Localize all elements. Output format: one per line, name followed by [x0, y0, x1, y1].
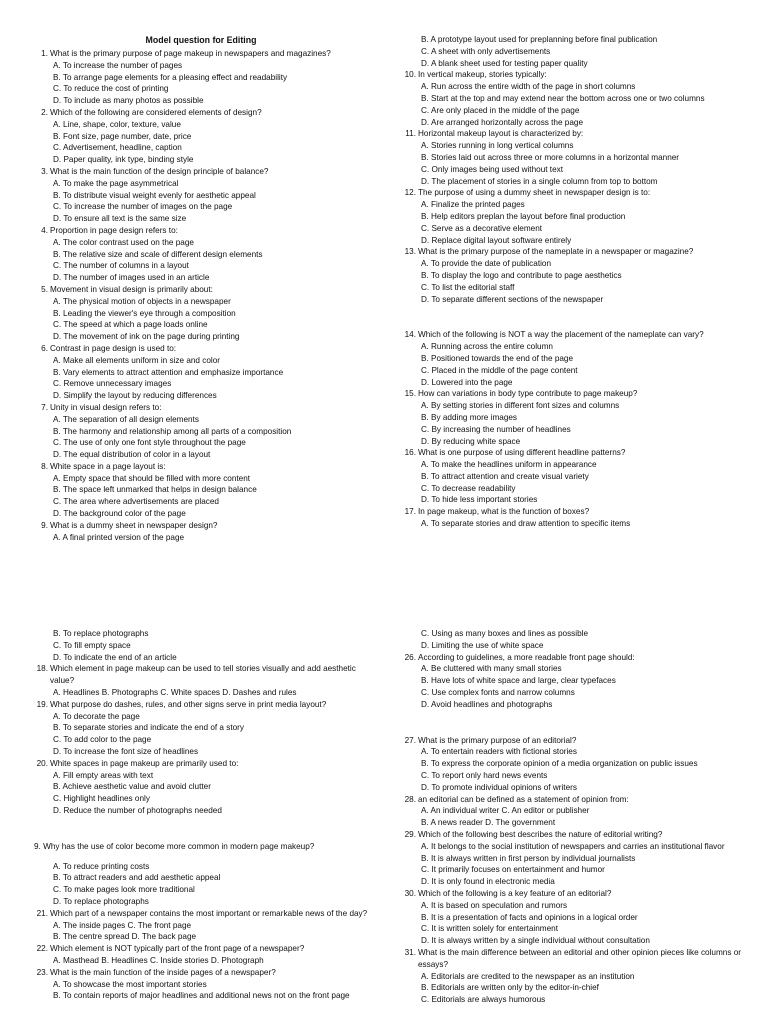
answer-option: D. The placement of stories in a single column from top to bottom — [421, 176, 658, 186]
answer-option: B. Have lots of white space and large, clear typefaces — [421, 676, 616, 686]
question-number: 16. — [404, 448, 416, 458]
question — [34, 663, 378, 687]
answer-option: C. Serve as a decorative element — [421, 223, 543, 233]
answer-option: A. Headlines B. Photographs C. White spaces D. Dashes and rules — [53, 687, 297, 697]
answer-option: B. Vary elements to attract attention and emphasize importance — [53, 367, 284, 377]
question-text: Horizontal makeup layout is characterized by: — [418, 129, 584, 139]
answer-option: D. The equal distribution of color in a layout — [53, 450, 211, 460]
question-number: 3. — [41, 166, 48, 176]
question — [34, 908, 378, 920]
answer-option: B. Font size, page number, date, price — [53, 131, 192, 141]
answer-option: B. To distribute visual weight evenly for aesthetic appeal — [53, 190, 256, 200]
answer-option: B. The centre spread D. The back page — [53, 932, 197, 942]
answer-option: C. It is written solely for entertainment — [421, 924, 558, 934]
answer-option: D. The movement of ink on the page during printing — [53, 332, 240, 342]
question-number: 7. — [41, 402, 48, 412]
question-number: 10. — [404, 70, 416, 80]
answer-option: D. To indicate the end of an article — [53, 652, 177, 662]
answer-option: D. Avoid headlines and photographs — [421, 699, 553, 709]
answer-option: A. Make all elements uniform in size and color — [53, 355, 221, 365]
answer-option: A. Editorials are credited to the newspaper as an institution — [421, 971, 635, 981]
answer-option: D. Lowered into the page — [421, 377, 513, 387]
answer-option: C. A sheet with only advertisements — [421, 46, 551, 56]
question — [402, 947, 746, 971]
answer-option: C. Remove unnecessary images — [53, 379, 172, 389]
answer-option: C. Using as many boxes and lines as possible — [421, 629, 589, 638]
answer-option: A. To provide the date of publication — [421, 259, 552, 269]
question-number: 5. — [41, 284, 48, 294]
question — [34, 461, 378, 473]
title-spacer — [34, 34, 378, 48]
question — [34, 520, 378, 532]
answer-option: C. To make pages look more traditional — [53, 885, 195, 895]
answer-option: A. To entertain readers with fictional stories — [421, 747, 577, 757]
question-number: 4. — [41, 225, 48, 235]
answer-option: B. Start at the top and may extend near the bottom across one or two columns — [421, 93, 705, 103]
question — [34, 225, 378, 237]
question-text: Which of the following is NOT a way the placement of the nameplate can vary? — [418, 330, 704, 340]
question-text: The purpose of using a dummy sheet in newspaper design is to: — [418, 188, 651, 198]
question-text: White spaces in page makeup are primarily used to: — [50, 758, 239, 768]
question-number: 31. — [404, 947, 416, 957]
answer-option: B. To attract attention and create visual variety — [421, 471, 589, 481]
question-text: Which element in page makeup can be used to tell stories visually and add aesthetic value? — [50, 664, 356, 686]
question-number: 19. — [36, 699, 48, 709]
question — [402, 506, 746, 518]
question — [402, 69, 746, 81]
question-number: 17. — [404, 507, 416, 517]
question — [402, 735, 746, 747]
answer-option: C. To decrease readability — [421, 483, 516, 493]
answer-option: B. Editorials are written only by the editor-in-chief — [421, 983, 599, 993]
answer-option: C. To reduce the cost of printing — [53, 84, 169, 94]
answer-option: A. Fill empty areas with text — [53, 770, 154, 780]
answer-option: B. The space left unmarked that helps in design balance — [53, 485, 257, 495]
question-number: 15. — [404, 389, 416, 399]
question-number: 11. — [405, 129, 416, 139]
answer-option: D. The number of images used in an article — [53, 273, 210, 283]
answer-option: A. Masthead B. Headlines C. Inside stories D. Photograph — [53, 955, 264, 965]
answer-option: C. Highlight headlines only — [53, 794, 150, 804]
question-text: In vertical makeup, stories typically: — [418, 70, 547, 80]
answer-option: B. It is always written in first person by individual journalists — [421, 853, 636, 863]
answer-option: B. The relative size and scale of different design elements — [53, 249, 263, 259]
question-text: Unity in visual design refers to: — [50, 402, 162, 412]
question-number: 1. — [41, 49, 48, 58]
answer-option: B. To display the logo and contribute to page aesthetics — [421, 270, 622, 280]
bottom-left-column — [34, 628, 378, 1002]
question — [402, 388, 746, 400]
question — [34, 402, 378, 414]
answer-option: B. To replace photographs — [53, 629, 149, 638]
question-text: White space in a page layout is: — [50, 461, 166, 471]
question-text: Which part of a newspaper contains the most important or remarkable news of the day? — [50, 908, 368, 918]
question-text: How can variations in body type contribute to page makeup? — [418, 389, 638, 399]
question-number: 8. — [41, 461, 48, 471]
answer-option: A. To reduce printing costs — [53, 861, 150, 871]
question-text: Which element is NOT typically part of the front page of a newspaper? — [50, 944, 305, 954]
answer-option: D. Limiting the use of white space — [421, 640, 544, 650]
answer-option: C. Are only placed in the middle of the page — [421, 105, 580, 115]
answer-option: A. Be cluttered with many small stories — [421, 664, 562, 674]
question-text: According to guidelines, a more readable front page should: — [418, 652, 635, 662]
answer-option: C. Advertisement, headline, caption — [53, 143, 182, 153]
answer-option: B. Leading the viewer's eye through a composition — [53, 308, 236, 318]
question-number: 14. — [404, 330, 416, 340]
top-left-column — [34, 34, 378, 543]
question-text: Contrast in page design is used to: — [50, 343, 177, 353]
question: 9. Why has the use of color become more common in modern page makeup? — [34, 841, 315, 851]
answer-option: B. Stories laid out across three or more columns in a horizontal manner — [421, 152, 680, 162]
question-number: 6. — [41, 343, 48, 353]
answer-option: C. To increase the number of images on the page — [53, 202, 233, 212]
question — [34, 343, 378, 355]
spacer — [34, 853, 378, 861]
answer-option: C. It primarily focuses on entertainment and humor — [421, 865, 605, 875]
question-number: 22. — [36, 944, 48, 954]
answer-option: A. The inside pages C. The front page — [53, 920, 192, 930]
question-number: 9. — [41, 520, 48, 530]
question-text: What is the main difference between an editorial and other opinion pieces like columns or essays? — [418, 947, 741, 969]
question — [402, 447, 746, 459]
answer-option: B. Achieve aesthetic value and avoid clutter — [53, 782, 211, 792]
question-number: 18. — [36, 664, 48, 674]
answer-option: A. To separate stories and draw attention to specific items — [421, 519, 631, 529]
question-number: 20. — [36, 758, 48, 768]
answer-option: C. The speed at which a page loads online — [53, 320, 208, 330]
question — [402, 329, 746, 341]
question — [34, 967, 378, 979]
question-text: Which of the following best describes the nature of editorial writing? — [418, 829, 663, 839]
question-number: 27. — [404, 735, 416, 745]
answer-option: D. By reducing white space — [421, 436, 521, 446]
question-text: an editorial can be defined as a statement of opinion from: — [418, 794, 629, 804]
answer-option: C. To fill empty space — [53, 640, 131, 650]
answer-option: A. Empty space that should be filled with more content — [53, 473, 251, 483]
question — [34, 284, 378, 296]
question-text: What purpose do dashes, rules, and other signs serve in print media layout? — [50, 699, 327, 709]
answer-option: D. Replace digital layout software entirely — [421, 235, 572, 245]
question — [402, 829, 746, 841]
question — [34, 166, 378, 178]
answer-option: D. Simplify the layout by reducing differences — [53, 391, 217, 401]
answer-option: C. To list the editorial staff — [421, 282, 515, 292]
answer-option: D. To promote individual opinions of writers — [421, 782, 577, 792]
answer-option: A. Running across the entire column — [421, 342, 553, 352]
question-text: What is the main function of the inside pages of a newspaper? — [50, 967, 276, 977]
answer-option: A. To make the headlines uniform in appearance — [421, 460, 597, 470]
answer-option: D. It is always written by a single individual without consultation — [421, 936, 650, 946]
question-number: 28. — [404, 794, 416, 804]
question-text: Which of the following is a key feature of an editorial? — [418, 888, 612, 898]
answer-option: A. Line, shape, color, texture, value — [53, 119, 181, 129]
answer-option: C. Only images being used without text — [421, 164, 563, 174]
question — [402, 187, 746, 199]
top-right-column — [402, 34, 746, 530]
answer-option: D. Reduce the number of photographs needed — [53, 805, 222, 815]
answer-option: B. To express the corporate opinion of a media organization on public issues — [421, 759, 698, 769]
spacer — [34, 817, 378, 841]
answer-option: D. To replace photographs — [53, 896, 149, 906]
question — [34, 48, 378, 60]
answer-option: A. By setting stories in different font sizes and columns — [421, 401, 620, 411]
answer-option: A. To showcase the most important stories — [53, 979, 207, 989]
question-number: 12. — [404, 188, 416, 198]
answer-option: C. Editorials are always humorous — [421, 995, 546, 1005]
question — [402, 888, 746, 900]
question-text: What is the primary purpose of the nameplate in a newspaper or magazine? — [418, 247, 694, 257]
answer-option: A. Finalize the printed pages — [421, 200, 525, 210]
question — [402, 794, 746, 806]
answer-option: B. To contain reports of major headlines and additional news not on the front page — [53, 991, 350, 1001]
answer-option: D. To ensure all text is the same size — [53, 214, 187, 224]
question-text: What is one purpose of using different headline patterns? — [418, 448, 626, 458]
answer-option: D. It is only found in electronic media — [421, 877, 555, 887]
question — [34, 943, 378, 955]
answer-option: C. Placed in the middle of the page content — [421, 365, 578, 375]
spacer — [402, 305, 746, 329]
answer-option: B. A prototype layout used for preplanning before final publication — [421, 35, 658, 44]
answer-option: C. The area where advertisements are placed — [53, 497, 219, 507]
question-text: What is a dummy sheet in newspaper design? — [50, 520, 218, 530]
question-text: Which of the following are considered elements of design? — [50, 107, 262, 117]
answer-option: C. The number of columns in a layout — [53, 261, 189, 271]
answer-option: A. To make the page asymmetrical — [53, 178, 179, 188]
question-text: In page makeup, what is the function of boxes? — [418, 507, 590, 517]
question — [402, 652, 746, 664]
question-text: Proportion in page design refers to: — [50, 225, 178, 235]
answer-option: C. To report only hard news events — [421, 770, 548, 780]
answer-option: B. It is a presentation of facts and opinions in a logical order — [421, 912, 638, 922]
question-number: 21. — [36, 908, 48, 918]
answer-option: A. The color contrast used on the page — [53, 237, 194, 247]
answer-option: D. Are arranged horizontally across the page — [421, 117, 584, 127]
question-text: What is the main function of the design principle of balance? — [50, 166, 269, 176]
question — [34, 758, 378, 770]
answer-option: D. To include as many photos as possible — [53, 96, 204, 106]
answer-option: D. The background color of the page — [53, 509, 186, 519]
question — [402, 246, 746, 258]
answer-option: B. Help editors preplan the layout before final production — [421, 211, 626, 221]
answer-option: A. It is based on speculation and rumors — [421, 900, 568, 910]
document-title: Model question for Editing — [145, 35, 257, 45]
answer-option: A. The physical motion of objects in a newspaper — [53, 296, 231, 306]
answer-option: A. Run across the entire width of the page in short columns — [421, 82, 636, 92]
answer-option: B. To arrange page elements for a pleasing effect and readability — [53, 72, 288, 82]
answer-option: A. To increase the number of pages — [53, 60, 183, 70]
answer-option: C. To add color to the page — [53, 735, 152, 745]
spacer — [402, 711, 746, 735]
answer-option: B. To separate stories and indicate the end of a story — [53, 723, 245, 733]
answer-option: D. A blank sheet used for testing paper quality — [421, 58, 588, 68]
question — [34, 699, 378, 711]
answer-option: B. The harmony and relationship among all parts of a composition — [53, 426, 292, 436]
question — [34, 107, 378, 119]
question-text: Movement in visual design is primarily about: — [50, 284, 213, 294]
answer-option: A. Stories running in long vertical columns — [421, 141, 574, 151]
question-number: 13. — [404, 247, 416, 257]
answer-option: A. To decorate the page — [53, 711, 140, 721]
answer-option: A. A final printed version of the page — [53, 532, 185, 542]
answer-option: C. By increasing the number of headlines — [421, 424, 571, 434]
question-number: 29. — [404, 829, 416, 839]
answer-option: B. Positioned towards the end of the page — [421, 353, 574, 363]
answer-option: D. To separate different sections of the newspaper — [421, 294, 604, 304]
answer-option: D. Paper quality, ink type, binding style — [53, 155, 194, 165]
question-number: 30. — [404, 888, 416, 898]
page-bottom-half — [0, 620, 768, 1024]
answer-option: D. To increase the font size of headlines — [53, 746, 199, 756]
question-text: What is the primary purpose of page makeup in newspapers and magazines? — [50, 49, 331, 58]
question-text: What is the primary purpose of an editorial? — [418, 735, 577, 745]
answer-option: B. A news reader D. The government — [421, 818, 556, 828]
question — [402, 128, 746, 140]
answer-option: A. An individual writer C. An editor or publisher — [421, 806, 590, 816]
answer-option: A. It belongs to the social institution of newspapers and carries an institutional flavor — [421, 841, 725, 851]
question-number: 2. — [41, 107, 48, 117]
bottom-right-column — [402, 628, 746, 1006]
question-number: 26. — [404, 652, 416, 662]
answer-option: C. The use of only one font style throughout the page — [53, 438, 246, 448]
answer-option: A. The separation of all design elements — [53, 414, 199, 424]
answer-option: B. To attract readers and add aesthetic appeal — [53, 873, 221, 883]
answer-option: B. By adding more images — [421, 412, 518, 422]
answer-option: D. To hide less important stories — [421, 495, 538, 505]
question-number: 23. — [36, 967, 48, 977]
answer-option: C. Use complex fonts and narrow columns — [421, 687, 575, 697]
